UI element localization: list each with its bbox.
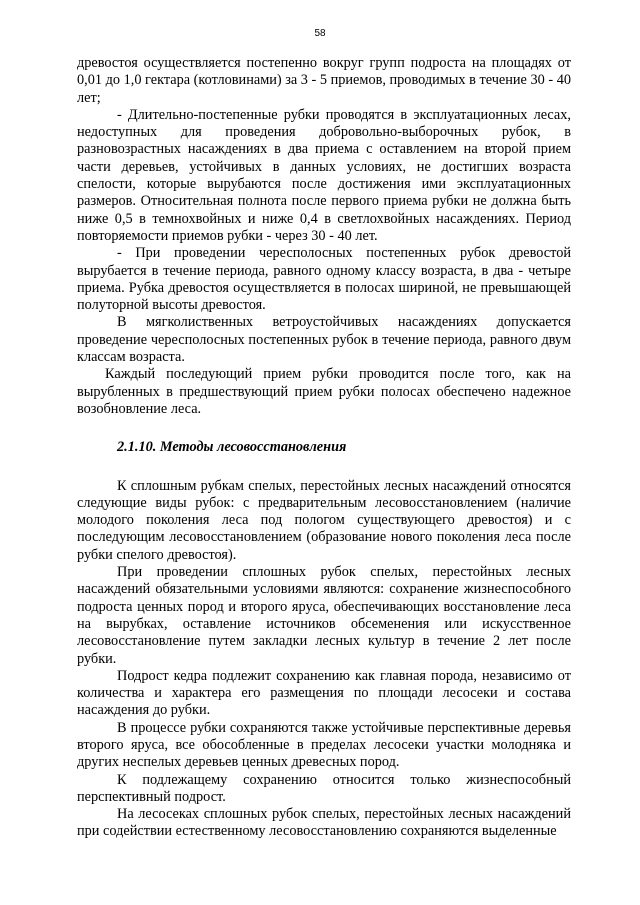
paragraph: При проведении сплошных рубок спелых, перестойных лесных насаждений обязательными условиями являются: сохранение жизнеспособного подроста ценных пород и второго яруса, обеспечивающих восстановление леса на вырубках, оставление источников обсеменения или искусственное лесовосстановление путем закладки лесных культур в течение 2 лет после рубки. — [77, 564, 571, 667]
paragraph: На лесосеках сплошных рубок спелых, перестойных лесных насаждений при содействии естественному лесовосстановлению сохраняются выделенные — [77, 806, 571, 840]
paragraph: В мягколиственных ветроустойчивых насаждениях допускается проведение чересполосных постепенных рубок в течение периода, равного двум классам возраста. — [77, 314, 571, 366]
paragraph: К подлежащему сохранению относится только жизнеспособный перспективный подрост. — [77, 771, 571, 805]
page-content — [77, 55, 571, 841]
paragraph: Подрост кедра подлежит сохранению как главная порода, независимо от количества и характера его размещения по площади лесосеки и состава насаждения до рубки. — [77, 667, 571, 719]
paragraph: - Длительно-постепенные рубки проводятся в эксплуатационных лесах, недоступных для проведения добровольно-выборочных рубок, в разновозрастных насаждениях в два приема с оставлением на второй прием части деревьев, устойчивых в данных условиях, не достигших возраста спелости, которые вырубаются после достижения ими эксплуатационных размеров. Относительная полнота после первого приема рубки не должна быть ниже 0,5 в темнохвойных и ниже 0,4 в светлохвойных насаждениях. Период повторяемости приемов рубки - через 30 - 40 лет. — [77, 106, 571, 244]
paragraph: В процессе рубки сохраняются также устойчивые перспективные деревья второго яруса, все обособленные в пределах лесосеки участки молодняка и других неспелых деревьев ценных древесных пород. — [77, 719, 571, 771]
paragraph: древостоя осуществляется постепенно вокруг групп подроста на площадях от 0,01 до 1,0 гектара (котловинами) за 3 - 5 приемов, проводимых в течение 30 - 40 лет; — [77, 55, 571, 106]
section-heading: 2.1.10. Методы лесовосстановления — [117, 439, 347, 456]
paragraph: Каждый последующий прием рубки проводится после того, как на вырубленных в предшествующий прием рубки полосах обеспечено надежное возобновление леса. — [77, 366, 571, 417]
paragraph: - При проведении чересполосных постепенных рубок древостой вырубается в течение периода, равного одному классу возраста, в два - четыре приема. Рубка древостоя осуществляется в полосах шириной, не превышающей полуторной высоты древостоя. — [77, 245, 571, 314]
page-number: 58 — [314, 28, 326, 39]
paragraph: К сплошным рубкам спелых, перестойных лесных насаждений относятся следующие виды рубок: с предварительным лесовосстановлением (наличие молодого поколения леса под пологом существующего древостоя) и с последующим лесовосстановлением (образование нового поколения леса после рубки спелого древостоя). — [77, 477, 571, 563]
